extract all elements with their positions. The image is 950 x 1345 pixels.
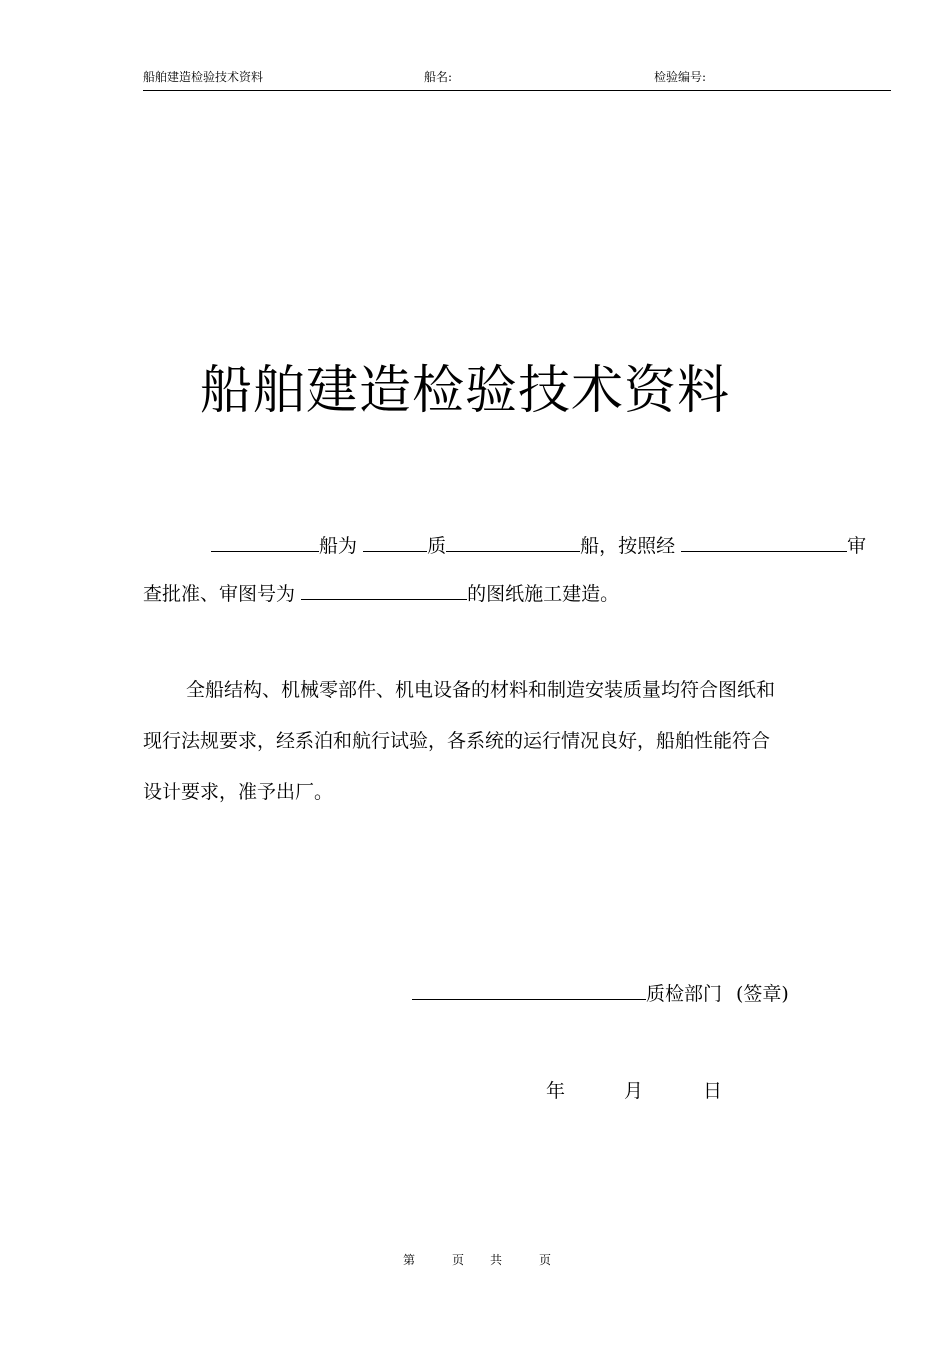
- date-month: 月: [624, 1080, 644, 1102]
- header-inspection-no-label: 检验编号:: [654, 70, 707, 84]
- blank-ship-name[interactable]: [211, 531, 319, 552]
- statement-text-3: 船，按照经: [580, 535, 676, 557]
- statement-text-6: 的图纸施工建造。: [467, 583, 620, 605]
- statement-line-1: [211, 531, 866, 558]
- blank-signature[interactable]: [412, 979, 646, 1000]
- statement-line-2: [143, 579, 619, 606]
- blank-drawing-no[interactable]: [301, 579, 467, 600]
- date-year: 年: [546, 1080, 566, 1102]
- blank-ship-type[interactable]: [446, 531, 580, 552]
- document-title: 船舶建造检验技术资料: [200, 361, 731, 421]
- signature-dept: 质检部门: [646, 983, 723, 1005]
- page-header: [143, 68, 891, 91]
- date-day: 日: [703, 1080, 723, 1102]
- statement-text-5: 查批准、审图号为: [143, 583, 296, 605]
- statement-text-2: 质: [427, 535, 447, 557]
- header-ship-name-label: 船名:: [424, 70, 453, 84]
- paragraph-line-3: 设计要求，准予出厂。: [143, 781, 334, 803]
- blank-material[interactable]: [363, 531, 427, 552]
- footer-ye1: 页: [452, 1253, 465, 1267]
- footer-ye2: 页: [539, 1253, 552, 1267]
- signature-line: [412, 979, 789, 1006]
- statement-text-1: 船为: [319, 535, 358, 557]
- signature-seal: (签章): [736, 983, 789, 1005]
- footer-di: 第: [403, 1253, 416, 1267]
- header-doc-title: 船舶建造检验技术资料: [143, 70, 264, 84]
- statement-text-4: 审: [847, 535, 867, 557]
- blank-approver[interactable]: [681, 531, 847, 552]
- paragraph-line-2: 现行法规要求，经系泊和航行试验，各系统的运行情况良好，船舶性能符合: [143, 730, 771, 752]
- footer-gong: 共: [490, 1253, 503, 1267]
- paragraph-line-1: 全船结构、机械零部件、机电设备的材料和制造安装质量均符合图纸和: [186, 679, 776, 701]
